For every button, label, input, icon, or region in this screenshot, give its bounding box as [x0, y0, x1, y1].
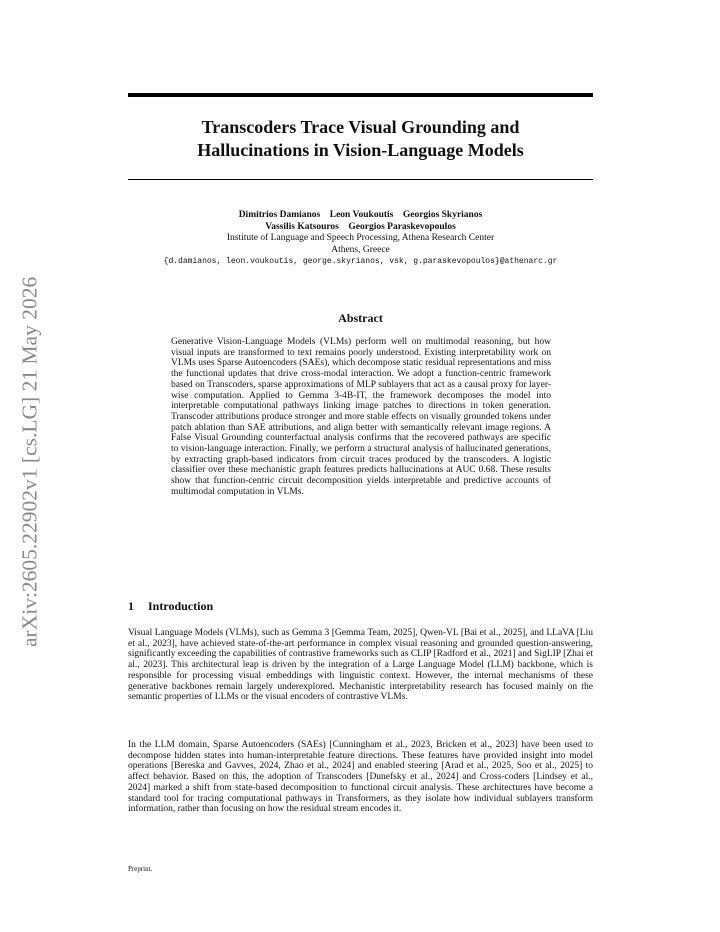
- author-emails: {d.damianos, leon.voukoutis, george.skyrianos, vsk, g.paraskevopoulos}@athenarc.gr: [163, 257, 558, 266]
- location: Athens, Greece: [331, 244, 390, 255]
- affiliation: Institute of Language and Speech Processing, Athena Research Center: [226, 233, 495, 243]
- paper-title: [128, 116, 593, 162]
- intro-paragraph-1: Visual Language Models (VLMs), such as Gemma 3 [Gemma Team, 2025], Qwen-VL [Bai et al., 2025], and LLaVA [Liu et al., 2023], have achieved state-of-the-art performance in complex visual reasoning and grounded question-answering, significantly exceeding the capabilities of contrastive frameworks such as CLIP [Radford et al., 2021] and SigLIP [Zhai et al., 2023]. This architectural leap is driven by the integration of a Large Language Model (LLM) backbone, which is responsible for processing visual embeddings with linguistic context. However, the internal mechanisms of these generative backbones remain largely underexplored. Mechanistic interpretability research has focused mainly on the semantic properties of LLMs or the visual encoders of contrastive VLMs.: [128, 628, 593, 703]
- section-heading-introduction: [128, 599, 593, 614]
- preprint-footer: Preprint.: [128, 865, 153, 873]
- section-number: 1: [128, 599, 134, 613]
- intro-paragraph-2: In the LLM domain, Sparse Autoencoders (SAEs) [Cunningham et al., 2023, Bricken et al., 2023] have been used to decompose hidden states into human-interpretable feature directions. These features have provided insight into model operations [Bereska and Gavves, 2024, Zhao et al., 2024] and enabled steering [Arad et al., 2025, Soo et al., 2025] to affect behavior. Based on this, the adoption of Transcoders [Dunefsky et al., 2024] and Cross-coders [Lindsey et al., 2024] marked a shift from state-based decomposition to functional circuit analysis. These architectures have become a standard tool for tracing computational pathways in Transformers, as they isolate how individual sublayers transform information, rather than focusing on how the residual stream encodes it.: [128, 740, 593, 815]
- abstract-heading: Abstract: [338, 311, 383, 325]
- title-bottom-rule: [128, 179, 593, 180]
- section-title: Introduction: [148, 599, 214, 613]
- authors-line-1: Dimitrios Damianos Leon Voukoutis Georgios Skyrianos: [238, 210, 483, 220]
- author-block: [128, 210, 593, 268]
- title-line-1: Transcoders Trace Visual Grounding and: [201, 117, 520, 137]
- arxiv-identifier-stamp: arXiv:2605.22902v1 [cs.LG] 21 May 2026: [17, 276, 42, 647]
- abstract-text: Generative Vision-Language Models (VLMs) perform well on multimodal reasoning, but how visual inputs are transformed to text remains poorly understood. Existing interpretability work on VLMs uses Sparse Autoencoders (SAEs), which decompose static residual representations and miss the functional updates that drive cross-modal interaction. We adopt a function-centric framework based on Transcoders, sparse approximations of MLP sublayers that act as a causal proxy for layer-wise computation. Applied to Gemma 3-4B-IT, the framework decomposes the model into interpretable computational pathways linking image patches to directions in token generation. Transcoder attributions produce stronger and more stable effects on visually grounded tokens under patch ablation than SAE attributions, and align better with semantically relevant image regions. A False Visual Grounding counterfactual analysis confirms that the recovered pathways are specific to vision-language interaction. Finally, we perform a structural analysis of hallucinated generations, by extracting graph-based indicators from circuit traces produced by the transcoders. A logistic classifier over these mechanistic graph features predicts hallucinations at AUC 0.68. These results show that function-centric circuit decomposition yields interpretable and predictive accounts of multimodal computation in VLMs.: [171, 337, 551, 497]
- authors-line-2: Vassilis Katsouros Georgios Paraskevopoulos: [265, 221, 456, 232]
- title-top-rule: [128, 93, 593, 97]
- title-line-2: Hallucinations in Vision-Language Models: [197, 140, 524, 160]
